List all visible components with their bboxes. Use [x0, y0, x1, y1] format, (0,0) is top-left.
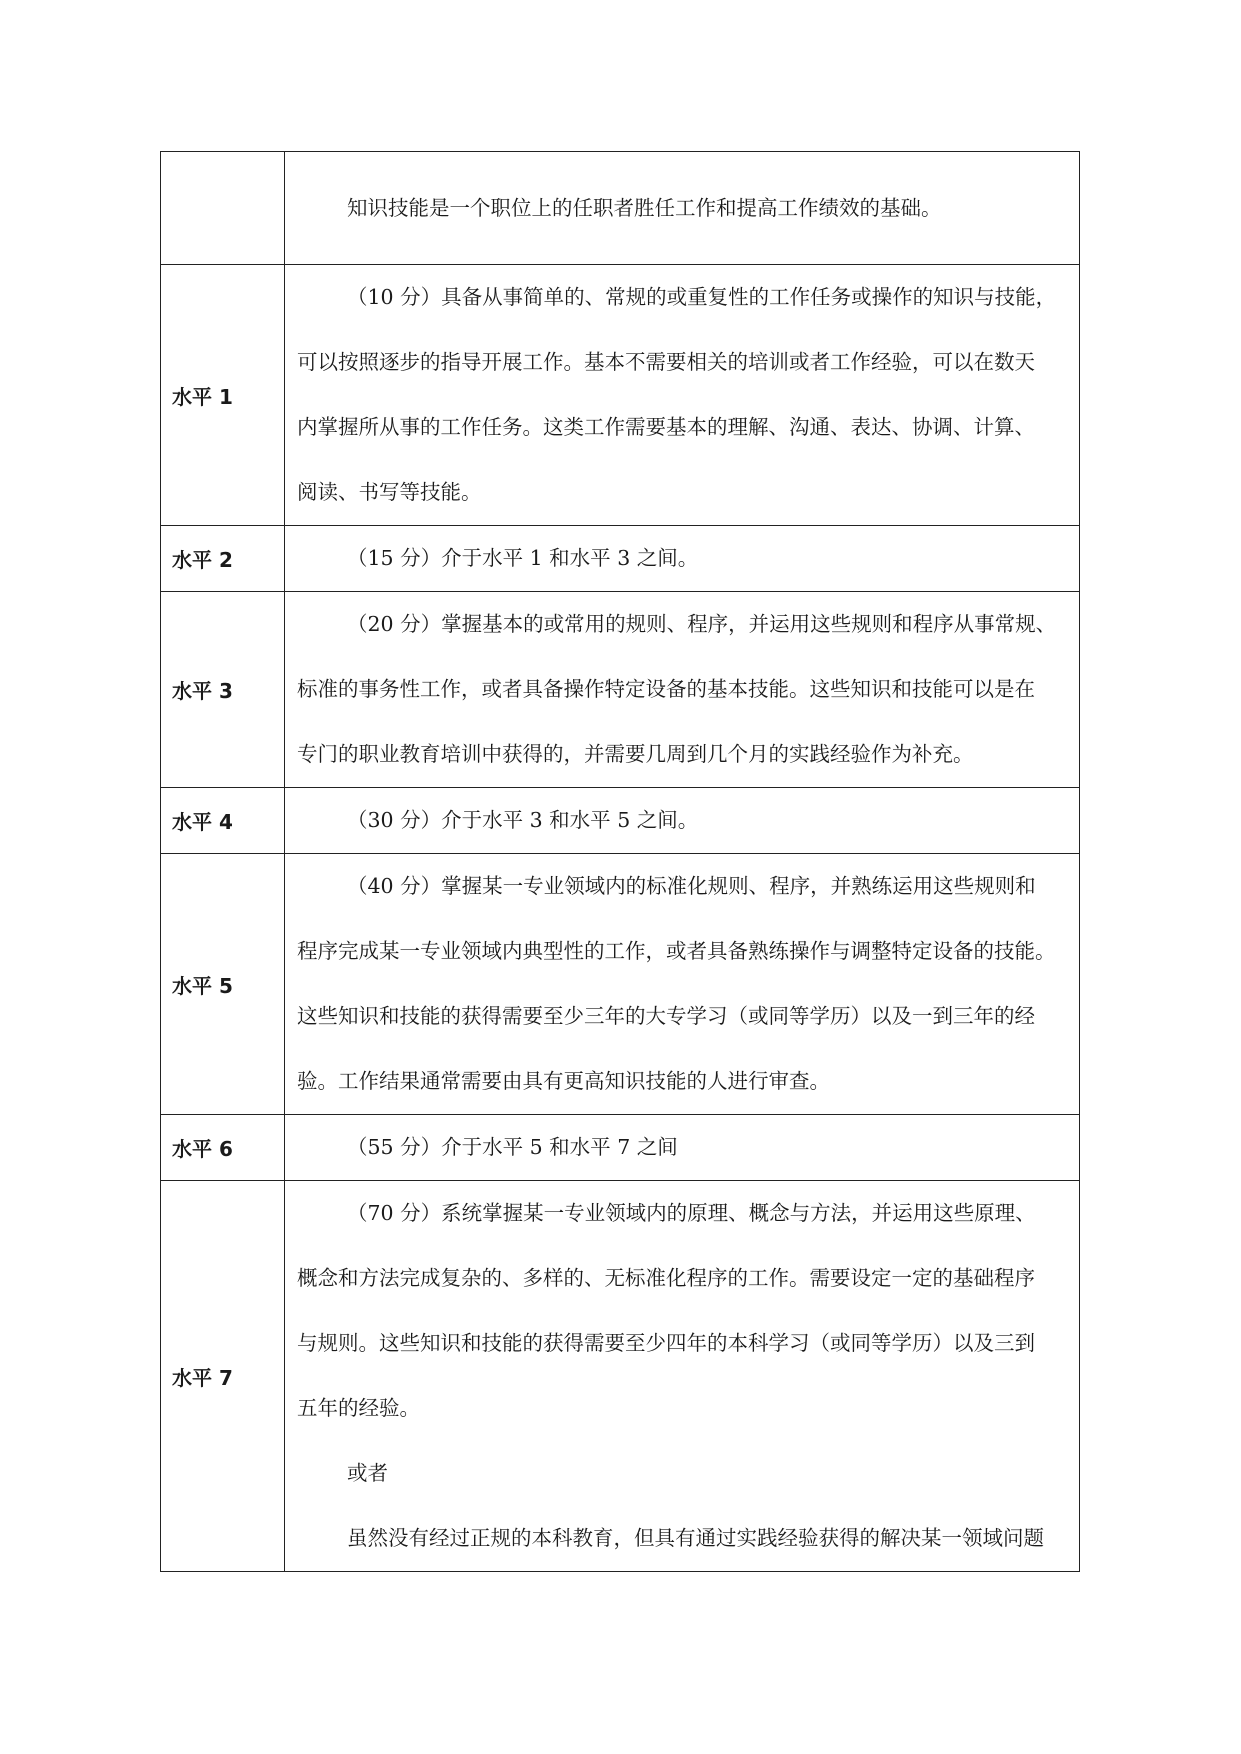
level-7-line: 概念和方法完成复杂的、多样的、无标准化程序的工作。需要设定一定的基础程序 [297, 1266, 1035, 1290]
level-1-line: （10 分）具备从事简单的、常规的或重复性的工作任务或操作的知识与技能， [347, 285, 1057, 309]
level-label: 水平 2 [161, 526, 285, 592]
table-row-intro [161, 152, 1080, 265]
table-row-level-3 [161, 592, 1080, 788]
level-7-line: 五年的经验。 [297, 1396, 420, 1420]
level-1-line: 可以按照逐步的指导开展工作。基本不需要相关的培训或者工作经验，可以在数天 [297, 350, 1035, 374]
table-row-level-6 [161, 1115, 1080, 1181]
level-3-line: 标准的事务性工作，或者具备操作特定设备的基本技能。这些知识和技能可以是在 [297, 677, 1035, 701]
level-5-line: 程序完成某一专业领域内典型性的工作，或者具备熟练操作与调整特定设备的技能。 [297, 939, 1056, 963]
level-description [285, 526, 1080, 592]
level-label: 水平 7 [161, 1181, 285, 1572]
intro-cell [285, 152, 1080, 265]
level-5-line: 验。工作结果通常需要由具有更高知识技能的人进行审查。 [297, 1069, 830, 1093]
level-description [285, 1181, 1080, 1572]
level-7-or-text: 或者 [347, 1461, 388, 1485]
level-7-line: （70 分）系统掌握某一专业领域内的原理、概念与方法，并运用这些原理、 [347, 1201, 1036, 1225]
document-page [160, 151, 1080, 1572]
level-description [285, 854, 1080, 1115]
level-4-line: （30 分）介于水平 3 和水平 5 之间。 [347, 808, 699, 832]
level-5-line: （40 分）掌握某一专业领域内的标准化规则、程序，并熟练运用这些规则和 [347, 874, 1036, 898]
level-label: 水平 5 [161, 854, 285, 1115]
level-1-line: 阅读、书写等技能。 [297, 480, 482, 504]
empty-label-cell [161, 152, 285, 265]
level-label: 水平 1 [161, 265, 285, 526]
table-row-level-7 [161, 1181, 1080, 1572]
level-3-line: 专门的职业教育培训中获得的，并需要几周到几个月的实践经验作为补充。 [297, 742, 974, 766]
level-label: 水平 4 [161, 788, 285, 854]
level-3-line: （20 分）掌握基本的或常用的规则、程序，并运用这些规则和程序从事常规、 [347, 612, 1057, 636]
level-7-continuation: 虽然没有经过正规的本科教育，但具有通过实践经验获得的解决某一领域问题 [347, 1526, 1044, 1550]
table-row-level-4 [161, 788, 1080, 854]
knowledge-skill-levels-table [160, 151, 1080, 1572]
level-7-line: 与规则。这些知识和技能的获得需要至少四年的本科学习（或同等学历）以及三到 [297, 1331, 1035, 1355]
intro-text: 知识技能是一个职位上的任职者胜任工作和提高工作绩效的基础。 [347, 196, 942, 220]
level-label: 水平 3 [161, 592, 285, 788]
level-description [285, 788, 1080, 854]
level-5-line: 这些知识和技能的获得需要至少三年的大专学习（或同等学历）以及一到三年的经 [297, 1004, 1035, 1028]
level-6-line: （55 分）介于水平 5 和水平 7 之间 [347, 1135, 678, 1159]
level-1-line: 内掌握所从事的工作任务。这类工作需要基本的理解、沟通、表达、协调、计算、 [297, 415, 1035, 439]
level-description [285, 1115, 1080, 1181]
level-description [285, 592, 1080, 788]
level-2-line: （15 分）介于水平 1 和水平 3 之间。 [347, 546, 699, 570]
table-row-level-2 [161, 526, 1080, 592]
level-label: 水平 6 [161, 1115, 285, 1181]
level-description [285, 265, 1080, 526]
table-row-level-1 [161, 265, 1080, 526]
table-row-level-5 [161, 854, 1080, 1115]
